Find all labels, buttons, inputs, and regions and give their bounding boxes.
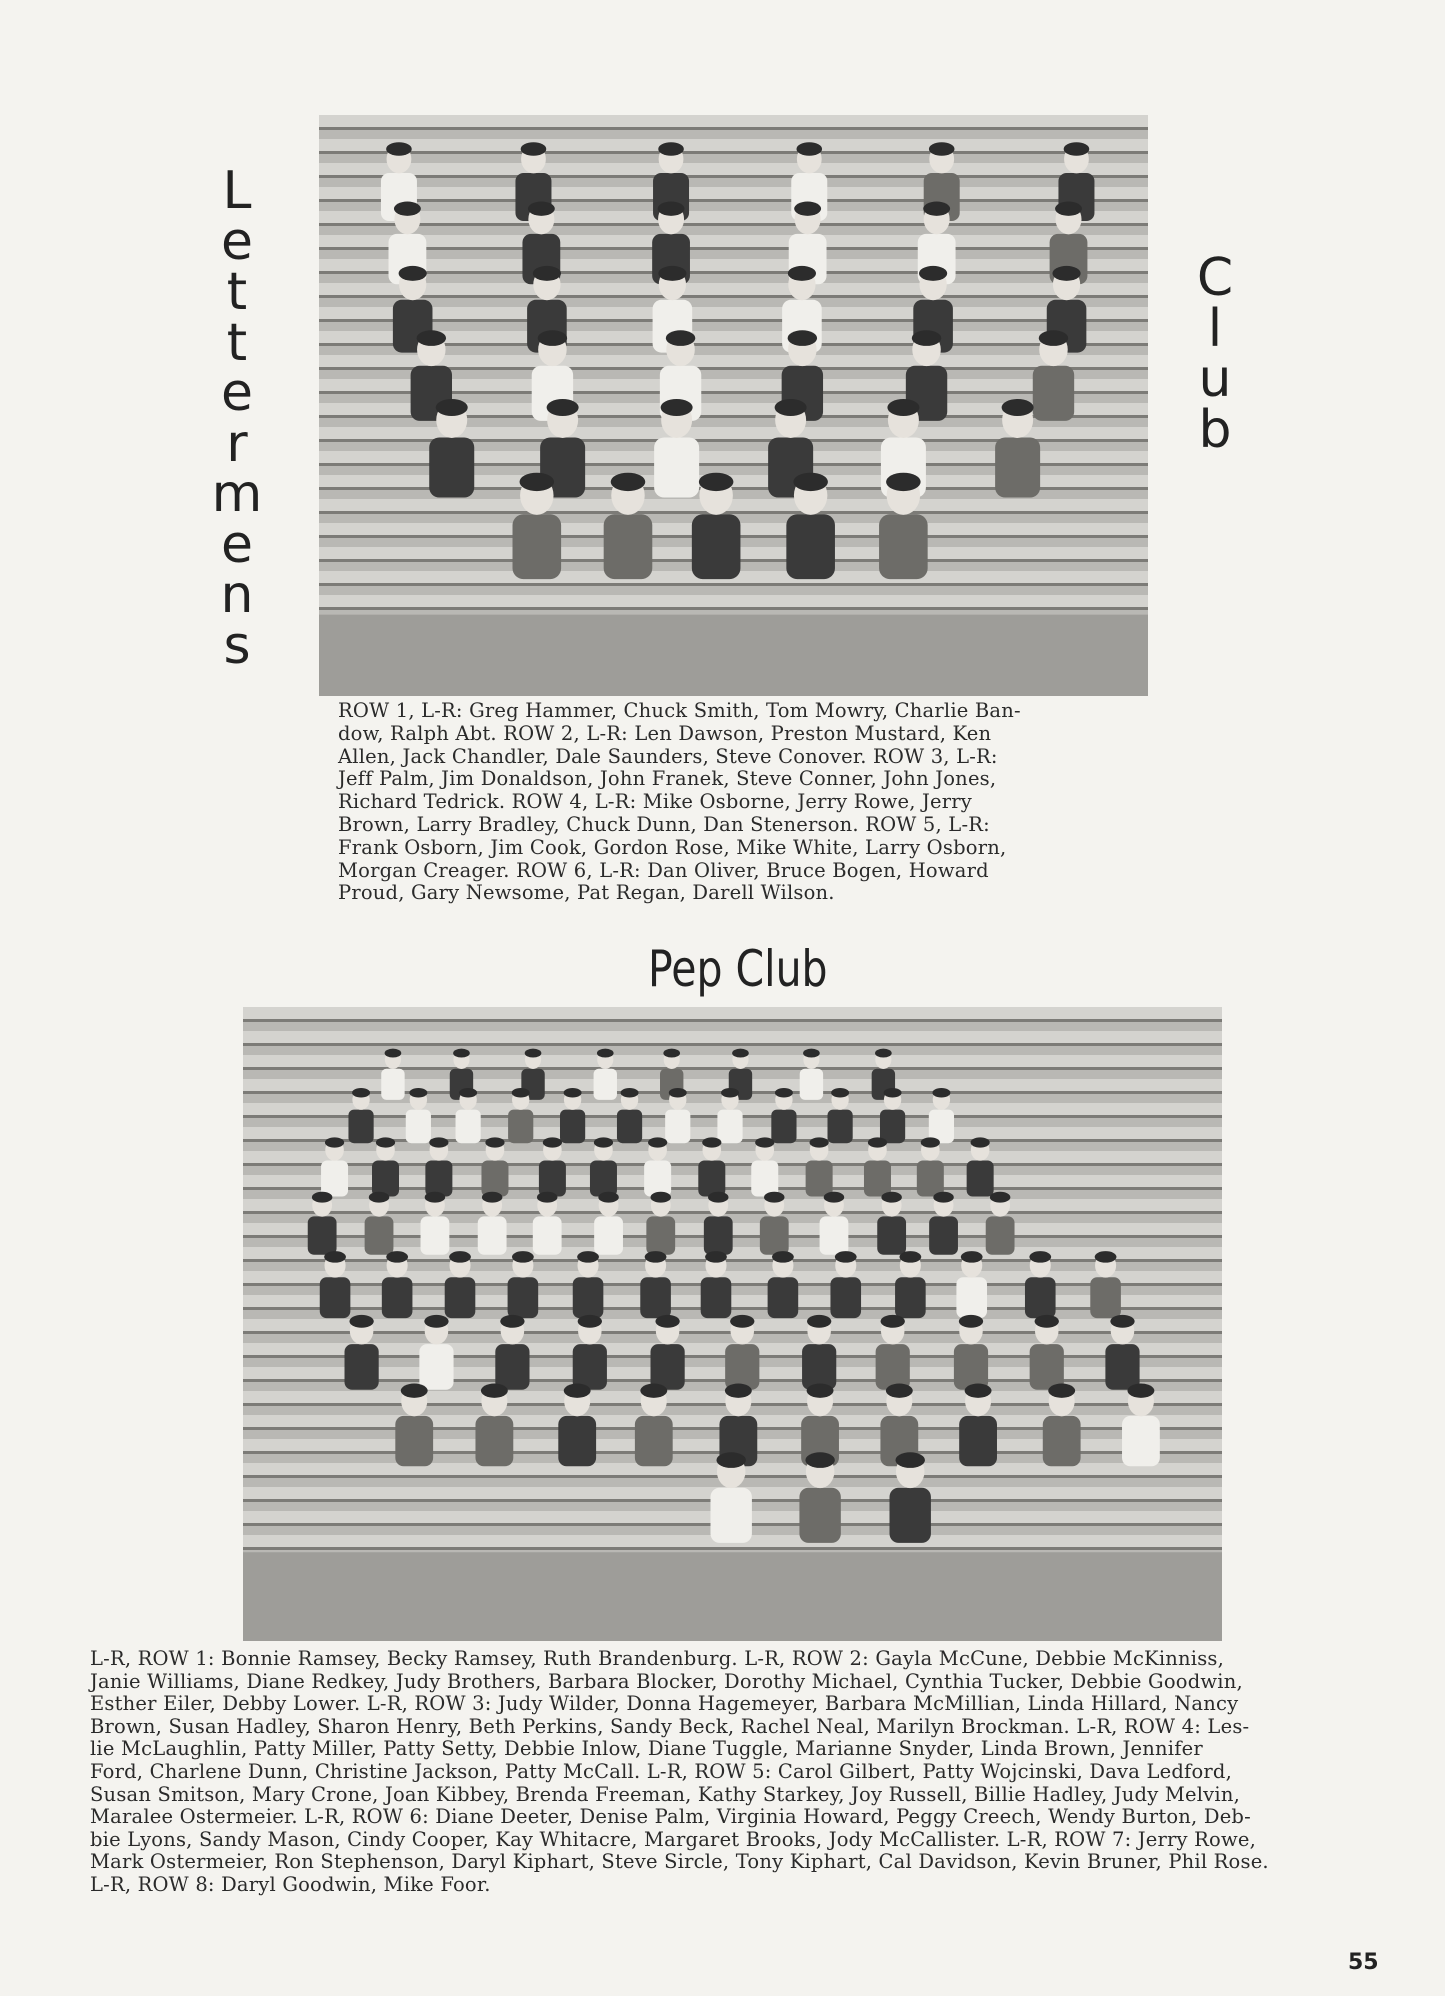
club-vertical-title xyxy=(1190,248,1240,460)
lettermens-title-letter: s xyxy=(223,615,251,676)
lettermens-club-group-photo xyxy=(319,115,1148,696)
lettermens-title-letter: e xyxy=(221,211,253,272)
pep-club-group-photo xyxy=(243,1007,1222,1641)
club-title-letter: C xyxy=(1196,248,1234,308)
page-number: 55 xyxy=(1348,1950,1379,1975)
lettermens-title-letter: m xyxy=(211,464,263,524)
lettermens-title-letter: t xyxy=(226,262,248,322)
pep-club-caption: L-R, ROW 1: Bonnie Ramsey, Becky Ramsey, Ruth Brandenburg. L-R, ROW 2: Gayla McCune, Debbie McKinniss, Janie Williams, Diane Redkey, Judy Brothers, Barbara Blocker, Dorothy Michael, Cynthia Tucker, Debbie Goodwin, Esther Eiler, Debby Lower. L-R, ROW 3: Judy Wilder, Donna Hagemeyer, Barbara McMillian, Linda Hillard, Nancy Brown, Susan Hadley, Sharon Henry, Beth Perkins, Sandy Beck, Rachel Neal, Marilyn Brockman. L-R, ROW 4: Les- lie McLaughlin, Patty Miller, Patty Setty, Debbie Inlow, Diane Tuggle, Marianne Snyder, Linda Brown, Jennifer Ford, Charlene Dunn, Christine Jackson, Patty McCall. L-R, ROW 5: Carol Gilbert, Patty Wojcinski, Dava Ledford, Susan Smitson, Mary Crone, Joan Kibbey, Brenda Freeman, Kathy Starkey, Joy Russell, Billie Hadley, Judy Melvin, Maralee Ostermeier. L-R, ROW 6: Diane Deeter, Denise Palm, Virginia Howard, Peggy Creech, Wendy Burton, Deb- bie Lyons, Sandy Mason, Cindy Cooper, Kay Whitacre, Margaret Brooks, Jody McCallister. L-R, ROW 7: Jerry Rowe, Mark Ostermeier, Ron Stephenson, Daryl Kiphart, Steve Sircle, Tony Kiphart, Cal Davidson, Kevin Bruner, Phil Rose. L-R, ROW 8: Daryl Goodwin, Mike Foor. xyxy=(90,1647,1269,1896)
club-title-letter: l xyxy=(1207,298,1223,359)
lettermens-title-letter: t xyxy=(226,312,248,373)
lettermens-vertical-title xyxy=(211,161,263,676)
club-title-letter: b xyxy=(1198,399,1232,460)
lettermens-title-letter: L xyxy=(222,161,252,221)
lettermens-title-letter: r xyxy=(226,413,248,474)
lettermens-title-letter: e xyxy=(221,514,253,575)
pep-club-title: Pep Club xyxy=(648,940,828,998)
club-title-letter: u xyxy=(1198,349,1232,409)
lettermens-title-letter: n xyxy=(220,565,254,625)
lettermens-club-caption: ROW 1, L-R: Greg Hammer, Chuck Smith, Tom Mowry, Charlie Ban- dow, Ralph Abt. ROW 2, L-R: Len Dawson, Preston Mustard, Ken Allen, Jack Chandler, Dale Saunders, Steve Conover. ROW 3, L-R: Jeff Palm, Jim Donaldson, John Franek, Steve Conner, John Jones, Richard Tedrick. ROW 4, L-R: Mike Osborne, Jerry Rowe, Jerry Brown, Larry Bradley, Chuck Dunn, Dan Stenerson. ROW 5, L-R: Frank Osborn, Jim Cook, Gordon Rose, Mike White, Larry Osborn, Morgan Creager. ROW 6, L-R: Dan Oliver, Bruce Bogen, Howard Proud, Gary Newsome, Pat Regan, Darell Wilson. xyxy=(338,699,1021,905)
lettermens-title-letter: e xyxy=(221,363,253,423)
